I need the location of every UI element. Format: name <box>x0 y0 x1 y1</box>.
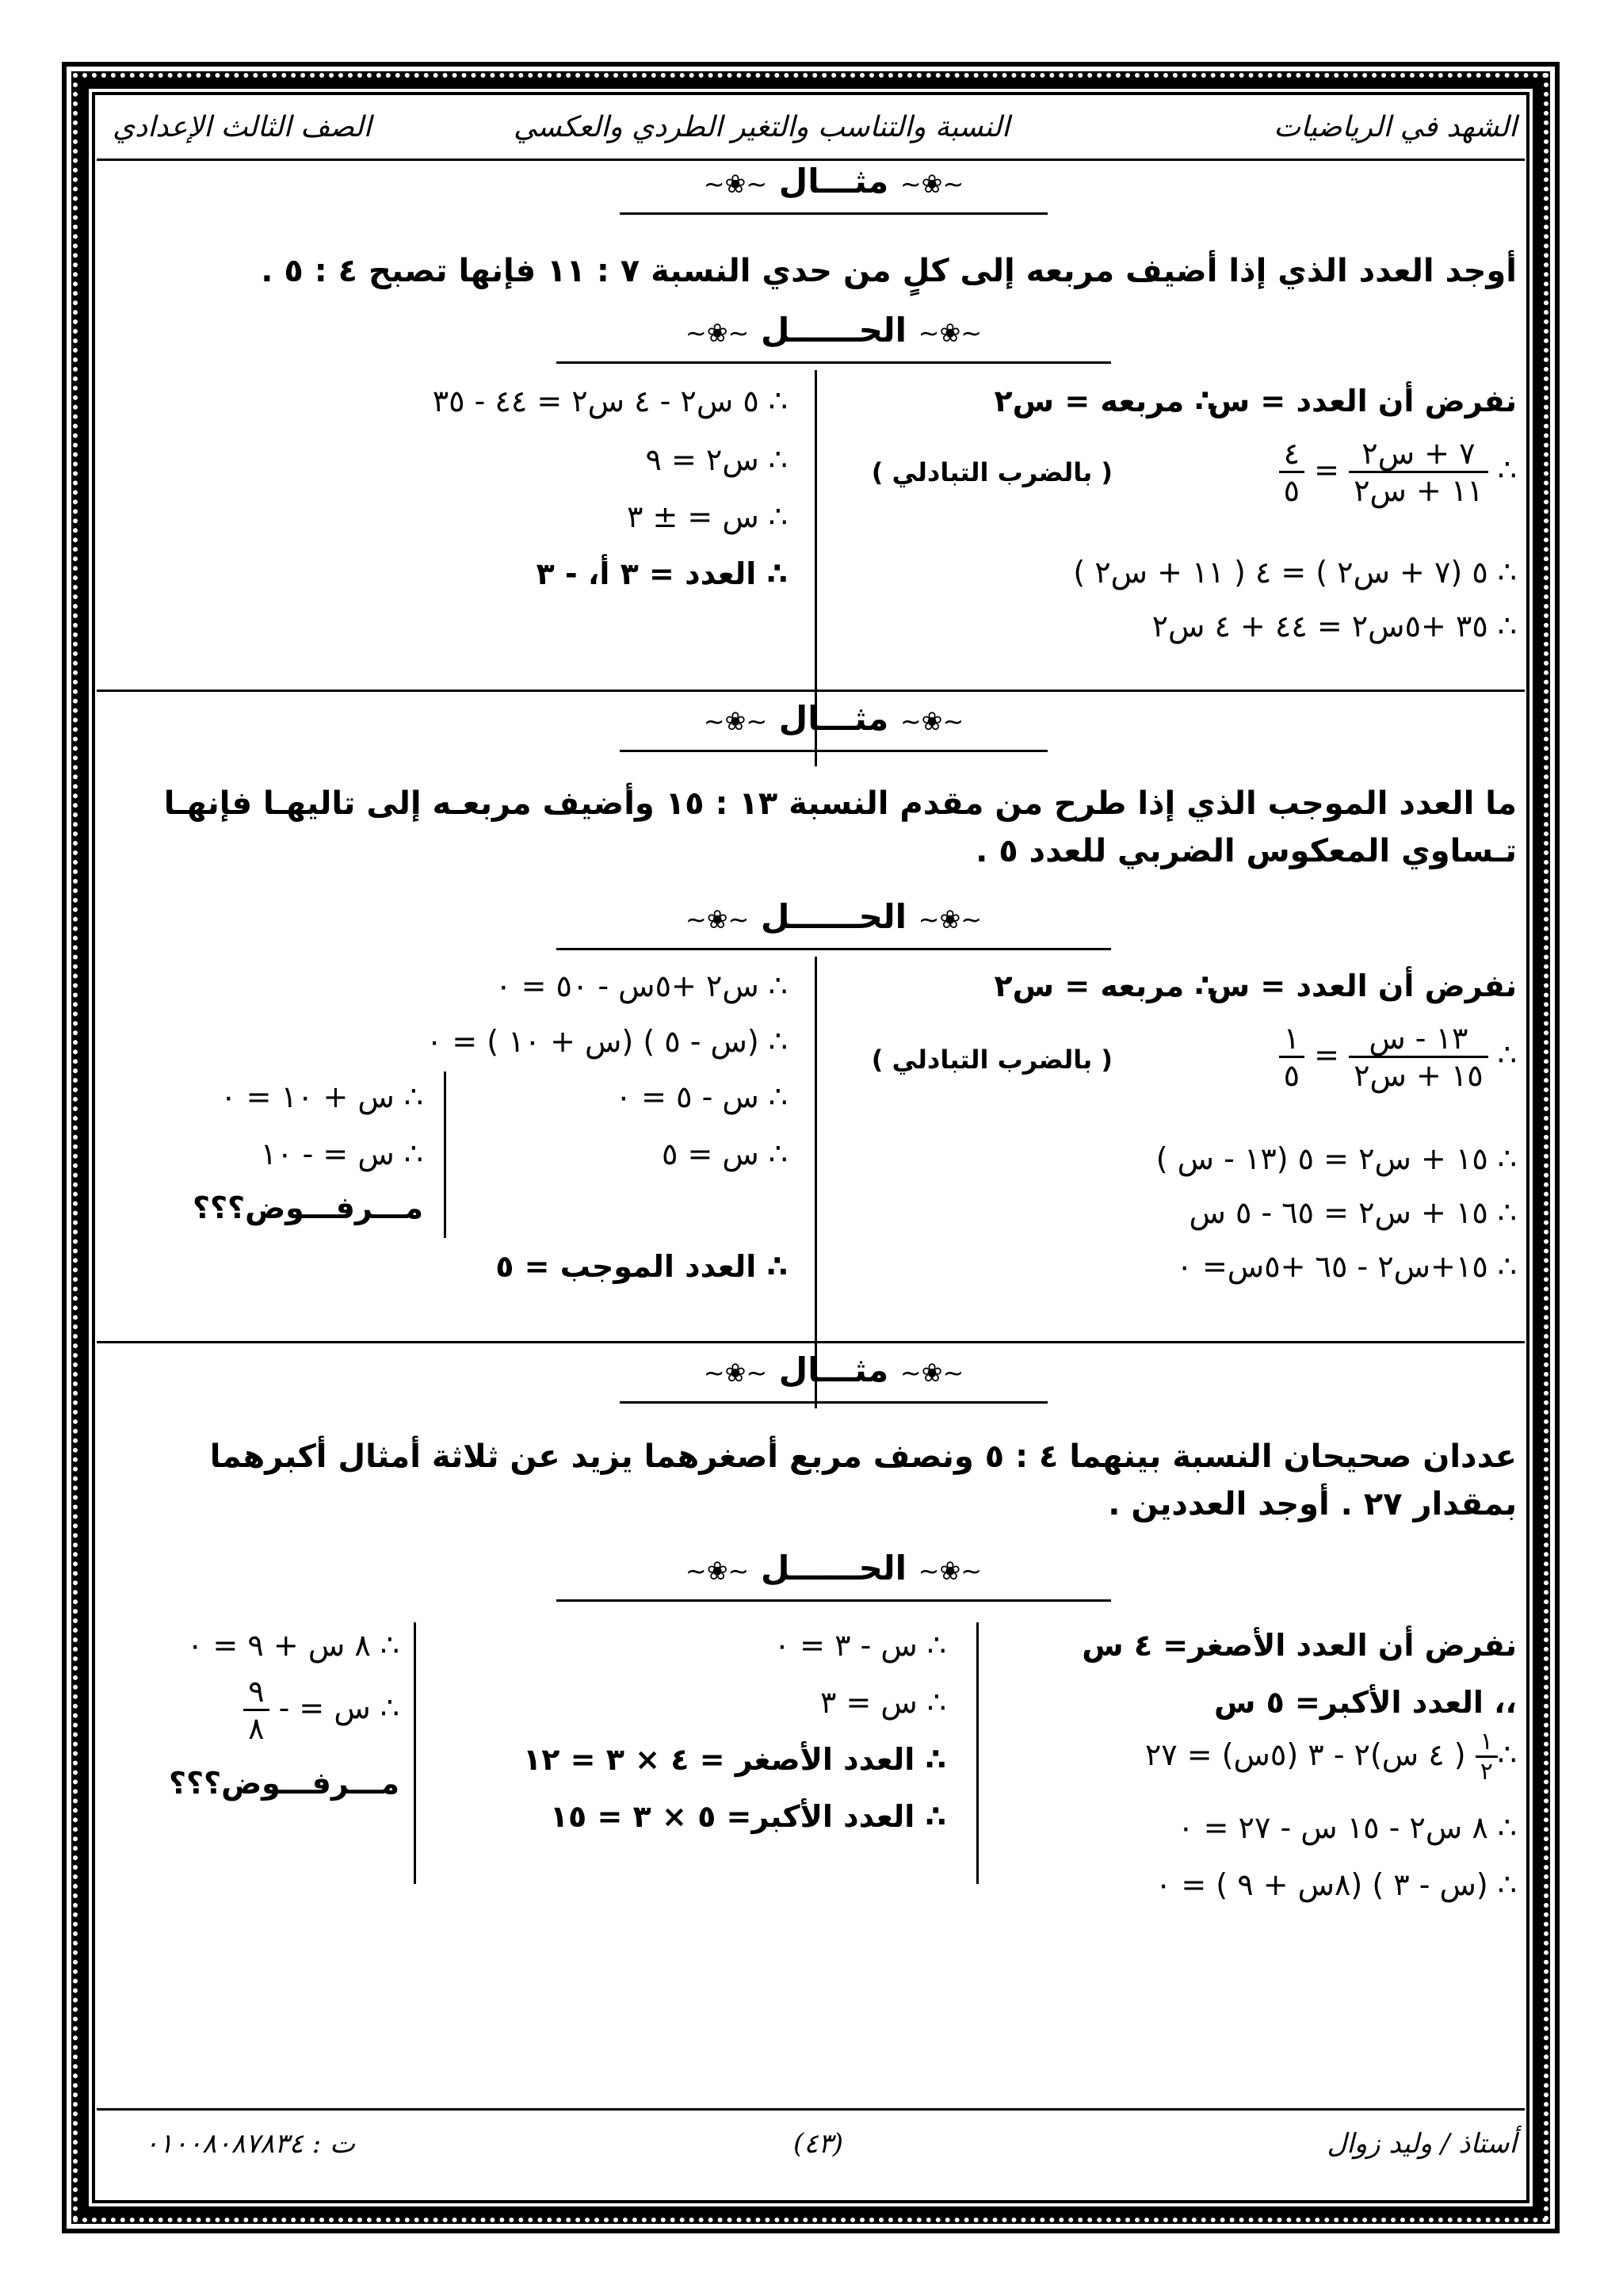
section-divider <box>97 1341 1525 1343</box>
s3-step-4: ∴ ٨ س٢ - ١٥ س - ٢٧ = ٠ <box>1178 1810 1517 1845</box>
s3-mid-step-1: ∴ س - ٣ = ٠ <box>773 1628 946 1663</box>
footer-teacher-name: أستاذ / وليد زوال <box>1327 2128 1517 2160</box>
s3-assume-small: نفرض أن العدد الأصغر= ٤ س <box>1082 1628 1517 1663</box>
fraction-numerator: ٧ + س٢ <box>1349 436 1488 473</box>
fraction-numerator: ١٣ - س <box>1349 1021 1488 1058</box>
fraction-denominator: ٥ <box>1283 473 1300 508</box>
equation-body: ( ٤ س)٢ - ٣ (٥س) = ٢٧ <box>1144 1737 1466 1772</box>
s2-left-answer: ∴ العدد الموجب = ٥ <box>495 1249 788 1284</box>
s3-equation <box>1145 1728 1517 1786</box>
s2-case-a-2: ∴ س = ٥ <box>661 1137 788 1171</box>
fraction-denominator: ١٥ + س٢ <box>1354 1058 1484 1093</box>
s1-left-step-1: ∴ ٥ س٢ - ٤ س٢ = ٤٤ - ٣٥ <box>432 384 788 418</box>
equation-body: س = - <box>278 1690 371 1725</box>
header-grade: الصف الثالث الإعدادي <box>113 111 372 143</box>
s3-left-step-2 <box>243 1674 399 1746</box>
s2-square-line: ∴ مربعه = س٢ <box>994 968 1216 1003</box>
badge-underline <box>620 750 1048 752</box>
fraction <box>1349 1021 1488 1093</box>
s2-ratio-equation <box>1279 1021 1517 1093</box>
s2-left-step-2: ∴ (س - ٥ ) (س + ١٠ ) = ٠ <box>426 1024 788 1059</box>
ornament-icon: ~❀~ <box>918 904 983 934</box>
s1-ratio-equation <box>1279 436 1517 508</box>
example-badge-1 <box>612 162 1056 201</box>
ornament-icon: ~❀~ <box>703 706 768 736</box>
badge-underline <box>556 361 1111 364</box>
badge-underline <box>620 1401 1048 1404</box>
s2-case-a-1: ∴ س - ٥ = ٠ <box>615 1079 788 1114</box>
example-badge-2 <box>612 699 1056 738</box>
ornament-icon: ~❀~ <box>899 169 964 199</box>
s2-case-b-2: ∴ س = - ١٠ <box>260 1137 423 1171</box>
s2-case-b-1: ∴ س + ١٠ = ٠ <box>220 1079 423 1114</box>
s1-square-line: ∴ مربعه = س٢ <box>994 384 1216 418</box>
fraction <box>1279 436 1304 508</box>
ornament-icon: ~❀~ <box>685 1556 750 1586</box>
therefore-symbol: ∴ <box>1497 1737 1517 1772</box>
solution-label: الحــــــل <box>760 1549 907 1587</box>
s1-assume-line: نفرض أن العدد = س <box>1208 384 1517 418</box>
example-label: مثـــال <box>778 162 889 201</box>
solution-badge-1 <box>564 311 1103 350</box>
s1-cross-multiply-note: ( بالضرب التبادلي ) <box>871 457 1113 487</box>
ornament-icon: ~❀~ <box>899 706 964 736</box>
ornament-icon: ~❀~ <box>918 318 983 348</box>
s2-step-3: ∴ ١٥ + س٢ = ٥ (١٣ - س ) <box>1155 1141 1517 1176</box>
solution-badge-3 <box>564 1549 1103 1587</box>
s1-left-answer: ∴ العدد = ٣ أ، - ٣ <box>536 556 788 591</box>
therefore-symbol: ∴ <box>1497 453 1517 487</box>
question-2: ما العدد الموجب الذي إذا طرح من مقدم النسبة ١٣ : ١٥ وأضيف مربعـه إلى تاليهـا فإنهـا تـساوي المعكوس الضربي للعدد ٥ . <box>163 785 1517 869</box>
fraction-numerator: ١ <box>1476 1728 1498 1758</box>
page-header <box>97 97 1525 161</box>
s3-mid-step-2: ∴ س = ٣ <box>819 1685 946 1720</box>
s2-rejected-label: مـــرفـــوض؟؟؟ <box>192 1190 423 1225</box>
s2-cross-multiply-note: ( بالضرب التبادلي ) <box>871 1045 1113 1075</box>
s3-larger-number: ∴ العدد الأكبر= ٥ × ٣ = ١٥ <box>549 1799 946 1834</box>
section-divider <box>97 690 1525 692</box>
s3-smaller-number: ∴ العدد الأصغر = ٤ × ٣ = ١٢ <box>523 1742 946 1777</box>
page-footer <box>97 2108 1525 2174</box>
fraction <box>1349 436 1488 508</box>
fraction-denominator: ١١ + س٢ <box>1354 473 1484 508</box>
s2-left-step-1: ∴ س٢ +٥س - ٥٠ = ٠ <box>495 968 788 1003</box>
page-number: (٤٣) <box>792 2128 843 2160</box>
badge-underline <box>620 212 1048 215</box>
badge-underline <box>556 1599 1111 1602</box>
badge-underline <box>556 948 1111 950</box>
s1-step-3: ∴ ٥ (٧ + س٢ ) = ٤ ( ١١ + س٢ ) <box>1073 555 1517 590</box>
s3-step-5: ∴ (س - ٣ ) (٨س + ٩ ) = ٠ <box>1155 1867 1517 1902</box>
s3-assume-large: ،، العدد الأكبر= ٥ س <box>1213 1685 1517 1720</box>
fraction <box>1476 1728 1498 1786</box>
worksheet-page <box>97 97 1525 2199</box>
fraction-denominator: ٢ <box>1480 1758 1493 1786</box>
fraction-denominator: ٥ <box>1283 1058 1300 1093</box>
column-divider <box>976 1622 979 1884</box>
equals-sign: = <box>1314 453 1339 487</box>
s2-step-5: ∴ ١٥+س٢ - ٦٥ +٥س= ٠ <box>1176 1249 1517 1284</box>
ornament-icon: ~❀~ <box>703 1358 768 1388</box>
therefore-symbol: ∴ <box>380 1690 399 1725</box>
example-label: مثـــال <box>778 1350 889 1389</box>
example-label: مثـــال <box>778 699 889 738</box>
fraction-numerator: ٤ <box>1279 436 1304 473</box>
header-book-title: الشهد في الرياضيات <box>1274 111 1517 143</box>
s3-left-step-1: ∴ ٨ س + ٩ = ٠ <box>187 1628 399 1663</box>
fraction-numerator: ٩ <box>243 1674 269 1711</box>
fraction <box>243 1674 269 1746</box>
ornament-icon: ~❀~ <box>899 1358 964 1388</box>
ornament-icon: ~❀~ <box>703 169 768 199</box>
column-divider <box>414 1622 416 1884</box>
ornament-icon: ~❀~ <box>685 318 750 348</box>
s2-step-4: ∴ ١٥ + س٢ = ٦٥ - ٥ س <box>1189 1195 1517 1230</box>
fraction-numerator: ١ <box>1279 1021 1304 1058</box>
s2-assume-line: نفرض أن العدد = س <box>1208 968 1517 1003</box>
solution-label: الحــــــل <box>760 311 907 350</box>
therefore-symbol: ∴ <box>1497 1037 1517 1072</box>
ornament-icon: ~❀~ <box>685 904 750 934</box>
ornament-icon: ~❀~ <box>918 1556 983 1586</box>
s3-rejected-label: مـــرفـــوض؟؟؟ <box>168 1766 399 1801</box>
fraction <box>1279 1021 1304 1093</box>
header-lesson-title: النسبة والتناسب والتغير الطردي والعكسي <box>513 111 1010 143</box>
equals-sign: = <box>1314 1037 1339 1072</box>
question-3: عددان صحيحان النسبة بينهما ٤ : ٥ ونصف مربع أصغرهما يزيد عن ثلاثة أمثال أكبرهما بمقدار ٢٧ . أوجد العددين . <box>209 1438 1517 1522</box>
solution-label: الحــــــل <box>760 897 907 936</box>
fraction-denominator: ٨ <box>248 1711 265 1746</box>
s1-left-step-3: ∴ س = ± ٣ <box>627 499 788 534</box>
example-badge-3 <box>612 1350 1056 1389</box>
case-divider <box>444 1072 446 1238</box>
solution-badge-2 <box>564 897 1103 936</box>
s1-left-step-2: ∴ س٢ = ٩ <box>645 442 788 477</box>
question-1: أوجد العدد الذي إذا أضيف مربعه إلى كلٍ من حدي النسبة ٧ : ١١ فإنها تصبح ٤ : ٥ . <box>261 253 1517 289</box>
s1-step-4: ∴ ٣٥ +٥س٢ = ٤٤ + ٤ س٢ <box>1151 609 1517 644</box>
footer-phone: ت : ٠١٠٠٨٠٨٧٨٣٤ <box>144 2128 355 2160</box>
